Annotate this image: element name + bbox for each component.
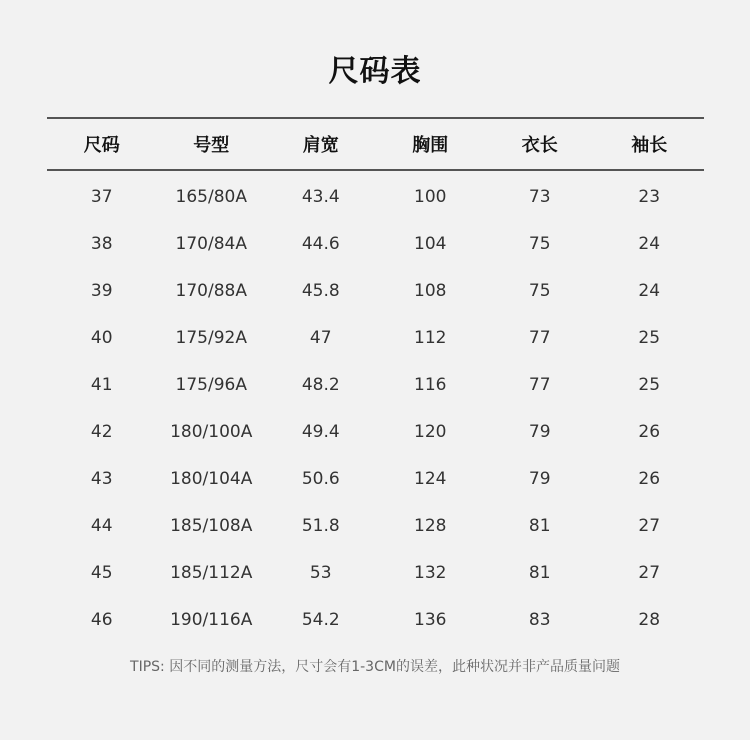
cell-shoulder: 48.2 <box>301 374 340 395</box>
cell-size: 46 <box>90 609 113 630</box>
header-length: 衣长 <box>521 135 558 156</box>
cell-sleeve: 26 <box>638 468 661 489</box>
cell-size: 40 <box>90 327 113 348</box>
cell-shoulder: 53 <box>309 562 332 583</box>
cell-chest: 112 <box>414 327 447 348</box>
cell-size: 43 <box>90 468 113 489</box>
table-header <box>47 117 704 171</box>
cell-fit-code: 170/84A <box>175 233 247 254</box>
table-row <box>47 549 704 596</box>
cell-shoulder: 51.8 <box>301 515 340 536</box>
table-row <box>47 408 704 455</box>
cell-sleeve: 24 <box>638 233 661 254</box>
header-sleeve: 袖长 <box>631 135 668 156</box>
cell-length: 73 <box>528 186 551 207</box>
cell-fit-code: 175/92A <box>175 327 247 348</box>
cell-chest: 136 <box>414 609 447 630</box>
cell-chest: 104 <box>414 233 447 254</box>
cell-size: 45 <box>90 562 113 583</box>
cell-sleeve: 28 <box>638 609 661 630</box>
cell-sleeve: 27 <box>638 515 661 536</box>
table-row <box>47 314 704 361</box>
cell-length: 77 <box>528 327 551 348</box>
cell-sleeve: 25 <box>638 327 661 348</box>
table-row <box>47 220 704 267</box>
cell-fit-code: 165/80A <box>175 186 247 207</box>
table-row <box>47 596 704 643</box>
table-row <box>47 502 704 549</box>
header-fit-code: 号型 <box>193 135 230 156</box>
cell-length: 79 <box>528 468 551 489</box>
cell-size: 38 <box>90 233 113 254</box>
cell-fit-code: 180/104A <box>170 468 253 489</box>
table-body <box>47 171 704 643</box>
cell-chest: 100 <box>414 186 447 207</box>
table-row <box>47 173 704 220</box>
cell-size: 41 <box>90 374 113 395</box>
cell-chest: 128 <box>414 515 447 536</box>
cell-size: 39 <box>90 280 113 301</box>
cell-chest: 120 <box>414 421 447 442</box>
cell-length: 81 <box>528 562 551 583</box>
table-row <box>47 267 704 314</box>
cell-shoulder: 50.6 <box>301 468 340 489</box>
cell-chest: 124 <box>414 468 447 489</box>
cell-sleeve: 24 <box>638 280 661 301</box>
cell-sleeve: 25 <box>638 374 661 395</box>
cell-shoulder: 49.4 <box>301 421 340 442</box>
cell-length: 83 <box>528 609 551 630</box>
cell-fit-code: 185/108A <box>170 515 253 536</box>
table-row <box>47 455 704 502</box>
cell-chest: 116 <box>414 374 447 395</box>
cell-length: 75 <box>528 233 551 254</box>
cell-sleeve: 23 <box>638 186 661 207</box>
tips-note: TIPS: 因不同的测量方法，尺寸会有1-3CM的误差，此种状况并非产品质量问题 <box>130 659 620 675</box>
cell-fit-code: 185/112A <box>170 562 253 583</box>
cell-chest: 108 <box>414 280 447 301</box>
cell-shoulder: 47 <box>309 327 332 348</box>
cell-fit-code: 170/88A <box>175 280 247 301</box>
cell-length: 77 <box>528 374 551 395</box>
cell-shoulder: 44.6 <box>301 233 340 254</box>
cell-shoulder: 54.2 <box>301 609 340 630</box>
cell-fit-code: 180/100A <box>170 421 253 442</box>
cell-fit-code: 190/116A <box>170 609 253 630</box>
cell-sleeve: 26 <box>638 421 661 442</box>
cell-shoulder: 43.4 <box>301 186 340 207</box>
page-title: 尺码表 <box>328 54 422 89</box>
cell-fit-code: 175/96A <box>175 374 247 395</box>
cell-length: 81 <box>528 515 551 536</box>
header-chest: 胸围 <box>412 135 449 156</box>
cell-length: 75 <box>528 280 551 301</box>
cell-size: 37 <box>90 186 113 207</box>
cell-sleeve: 27 <box>638 562 661 583</box>
cell-length: 79 <box>528 421 551 442</box>
size-table <box>47 117 704 643</box>
cell-size: 44 <box>90 515 113 536</box>
cell-size: 42 <box>90 421 113 442</box>
table-row <box>47 361 704 408</box>
header-size: 尺码 <box>83 135 120 156</box>
cell-chest: 132 <box>414 562 447 583</box>
cell-shoulder: 45.8 <box>301 280 340 301</box>
header-shoulder: 肩宽 <box>302 135 339 156</box>
